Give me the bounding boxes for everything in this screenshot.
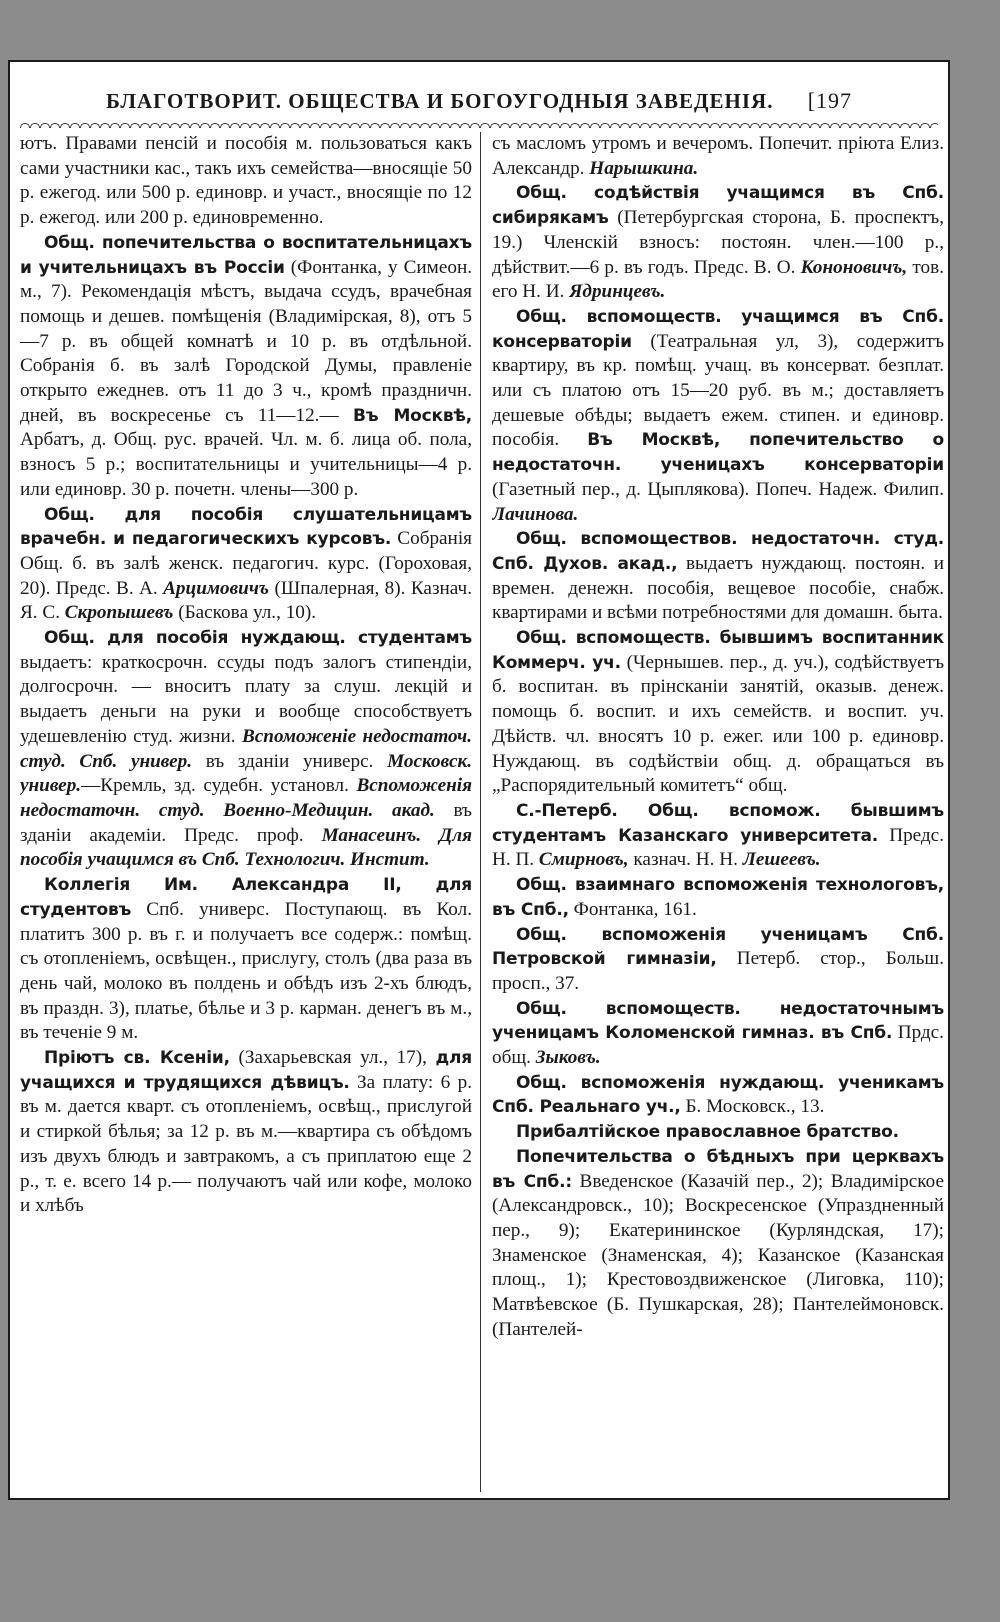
entry-text: съ масломъ утромъ и вечеромъ. Попечит. пріюта Елиз. Александр.	[492, 133, 944, 179]
entry-text: (Театральная ул, 3), содержитъ квартиру, въ кр. помѣщ. учащ. въ консерват. безплат. или съ платою отъ 15—20 руб. въ м.; доставляетъ дешевые обѣды; выдаетъ ежем. стипен. и единовр. пособія.	[492, 330, 944, 451]
wavy-rule	[20, 118, 938, 128]
entry-text: (Чернышев. пер., д. уч.), содѣйствуетъ б. воспитан. въ прінсканіи занятій, оказыв. денеж. помощь б. воспит. и ихъ семейств. и воспит. уч. Дѣйств. чл. вносятъ 10 р. ежег. или 100 р. единовр. Нуждающ. въ содѣйствіи общ. д. обращаться въ „Распорядительный комитетъ“ общ.	[492, 651, 944, 797]
entry-paragraph	[492, 527, 944, 626]
entry-text: въ зданіи академіи. Предс. проф.	[20, 799, 472, 846]
entry-text: Б. Московск., 13.	[680, 1096, 825, 1118]
entry-name-italic: Вспоможенія недостаточн. студ. Военно-Медицин. акад.	[20, 775, 472, 821]
entry-paragraph	[20, 873, 472, 1046]
entry-heading: Въ Москвѣ,	[352, 405, 472, 426]
entry-heading: Общ. для пособія нуждающ. студентамъ	[44, 628, 472, 649]
entry-name-italic: Ядринцевъ.	[569, 281, 666, 303]
entry-heading: Общ. вспомоществ. недостаточнымъ ученицамъ Коломенской гимназ. въ Спб.	[492, 998, 944, 1044]
entry-name-italic: Нарышкина.	[589, 157, 699, 179]
entry-name-italic: Московск. универ.	[20, 750, 472, 797]
entry-paragraph	[492, 1120, 944, 1145]
entry-name-italic: Лачинова.	[492, 503, 579, 525]
entry-text: —Кремль, зд. судебн. установл.	[81, 775, 357, 797]
entry-name-italic: Лешеевъ.	[742, 849, 821, 871]
entry-text: Введенское (Казачій пер., 2); Владимірское (Александровск., 10); Воскресенское (Упраздненный пер., 9); Екатерининское (Курляндская, 17); Знаменское (Знаменская, 4); Казанское (Казанская площ., 1); Крестовоздвиженское (Лиговка, 110); Матвѣевское (Б. Пушкарская, 28); Пантелеймоновск. (Пантелей-	[492, 1170, 944, 1340]
entry-text: Прдс. общ.	[492, 1022, 944, 1069]
entry-paragraph	[20, 503, 472, 627]
entry-text: (Шпалерная, 8). Казнач. Я. С.	[20, 577, 472, 624]
entry-paragraph	[492, 873, 944, 922]
right-column	[492, 132, 944, 1492]
entry-name-italic: Кононовичъ,	[800, 256, 908, 278]
entry-heading: Общ. содѣйствія учащимся въ Спб. сибирякамъ	[492, 183, 944, 229]
entry-text: выдаетъ нуждающ. постоян. и времен. денежн. пособія, вещевое пособіе, снабж. квартирами и всѣми потребностями для домашн. быта.	[492, 552, 944, 624]
entry-heading: Общ. вспомоществ. бывшимъ воспитанник Коммерч. уч.	[492, 628, 944, 673]
entry-paragraph	[492, 1071, 944, 1120]
entry-paragraph	[492, 132, 944, 181]
entry-paragraph	[492, 997, 944, 1071]
entry-text: Фонтанка, 161.	[568, 898, 697, 920]
entry-paragraph	[492, 305, 944, 527]
entry-paragraph	[20, 132, 472, 231]
entry-heading: Общ. вспоможенія ученицамъ Спб. Петровской гимназіи,	[492, 924, 944, 970]
entry-text: ютъ. Правами пенсій и пособія м. пользоваться какъ сами участники кас., такъ ихъ семейства—вносящіе 50 р. ежегод. или 500 р. единовр. и участ., вносящіе по 12 р. ежегод. или 200 р. единовременно.	[20, 133, 472, 229]
entry-name-italic: Смирновъ,	[538, 849, 629, 871]
entry-heading: Попечительства о бѣдныхъ при церквахъ въ Спб.:	[492, 1146, 944, 1192]
entry-text: Петерб. стор., Больш. просп., 37.	[492, 948, 944, 994]
book-page	[8, 60, 950, 1500]
column-divider	[480, 132, 481, 1492]
entry-heading: Общ. взаимнаго вспоможенія технологовъ, въ Спб.,	[492, 875, 944, 920]
entry-heading: Прибалтійское православное братство.	[516, 1122, 899, 1143]
entry-name-italic: Скропышевъ	[64, 602, 174, 624]
entry-text: (Фонтанка, у Симеон. м., 7). Рекомендація мѣстъ, выдача ссудъ, врачебная помощь и дешев. помѣщенія (Владимірская, 8), отъ 5—7 р. въ общей комнатѣ и 10 р. въ отдѣльной. Собранія б. въ залѣ Городской Думы, правленіе открыто ежеднев. отъ 11 до 3 ч., кромѣ праздничн. дней, въ воскресенье съ 11—12.—	[20, 256, 472, 426]
entry-heading: для учащихся и трудящихся дѣвицъ.	[20, 1048, 472, 1093]
entry-text: Собранія Общ. б. въ залѣ женск. педагогич. курс. (Гороховая, 20). Предс. В. А.	[20, 528, 472, 599]
entry-text: (Басковa ул., 10).	[173, 602, 317, 624]
entry-text: выдаетъ: краткосрочн. ссуды подъ залогъ стипендіи, долгосрочн. — вноситъ плату за слуш. лекцій и выдаетъ деньги на руки и вообще способствуетъ удешевленію студ. жизни.	[20, 651, 472, 747]
entry-paragraph	[492, 181, 944, 305]
page-number: [197	[807, 88, 853, 113]
entry-heading: Общ. вспомоществ. учащимся въ Спб. консерваторіи	[492, 306, 944, 352]
entry-paragraph	[492, 626, 944, 799]
entry-paragraph	[20, 1046, 472, 1219]
entry-text: (Петербургская сторона, Б. проспектъ, 19.) Членскій взносъ: постоян. член.—100 р., дѣйствит.—6 р. въ годъ. Предс. В. О.	[492, 207, 944, 278]
entry-text: За плату: 6 р. въ м. дается кварт. съ отопленіемъ, освѣщ., прислугой и стиркой бѣлья; за 12 р. въ м.—квартира съ обѣдомъ изъ двухъ блюдъ и завтракомъ, а съ приплатою еще 2 р., т. е. всего 14 р.— получаютъ чай или кофе, молоко и хлѣбъ	[20, 1071, 472, 1217]
entry-text: въ зданіи универс.	[192, 750, 388, 772]
entry-paragraph	[20, 231, 472, 503]
left-column	[20, 132, 472, 1492]
entry-heading: Общ. попечительства о воспитательницахъ и учительницахъ въ Россіи	[20, 232, 472, 278]
entry-paragraph	[492, 923, 944, 997]
header-title: БЛАГОТВОРИТ. ОБЩЕСТВА И БОГОУГОДНЫЯ ЗАВЕДЕНІЯ.	[105, 89, 774, 113]
entry-paragraph	[492, 799, 944, 873]
entry-name-italic: Арцимовичъ	[163, 577, 270, 599]
entry-text: Арбатъ, д. Общ. рус. врачей. Чл. м. б. лица об. пола, взносъ 5 р.; воспитательницы и учительницы—4 р. или единовр. 30 р. почетн. члены—300 р.	[20, 429, 472, 500]
entry-heading: Общ. вспомоществов. недостаточн. студ. Спб. Духов. акад.,	[492, 529, 944, 574]
entry-text: казнач. Н. Н.	[628, 849, 743, 871]
entry-text: (Захарьевская ул., 17),	[229, 1047, 436, 1069]
entry-name-italic: Зыковъ.	[535, 1047, 601, 1069]
entry-heading: Общ. вспоможенія нуждающ. ученикамъ Спб. Реальнаго уч.,	[492, 1072, 944, 1118]
entry-name-italic: Вспоможеніе недостаточ. студ. Спб. универ.	[20, 725, 472, 772]
entry-text: Предс. Н. П.	[492, 824, 944, 871]
entry-heading: Общ. для пособія слушательницамъ врачебн. и педагогическихъ курсовъ.	[20, 504, 472, 550]
entry-heading: Коллегія Им. Александра II, для студентовъ	[20, 875, 472, 920]
running-header	[10, 88, 948, 114]
entry-paragraph	[492, 1145, 944, 1343]
entry-text: Спб. универс. Поступающ. въ Кол. платитъ 300 р. въ г. и получаетъ все содерж.: помѣщ. съ отопленіемъ, освѣщен., прислугу, столъ (два раза въ день чай, молоко въ полдень и обѣдъ изъ 2-хъ блюдъ, въ праздн. 3), платье, бѣлье и 3 р. карман. денегъ въ м., въ теченіе 9 м.	[20, 898, 472, 1044]
entry-text: (Газетный пер., д. Цыплякова). Попеч. Надеж. Филип.	[492, 478, 944, 500]
entry-text: тов. его Н. И.	[492, 256, 944, 303]
entry-paragraph	[20, 626, 472, 873]
entry-heading: С.-Петерб. Общ. вспомож. бывшимъ студентамъ Казанскаго университета.	[492, 800, 944, 846]
entry-name-italic: Манасеинъ. Для пособія учащимся въ Спб. Технологич. Инстит.	[20, 824, 472, 871]
entry-heading: Въ Москвѣ, попечительство о недостаточн. ученицахъ консерваторіи	[492, 430, 944, 476]
entry-heading: Пріютъ св. Ксеніи,	[44, 1048, 230, 1069]
